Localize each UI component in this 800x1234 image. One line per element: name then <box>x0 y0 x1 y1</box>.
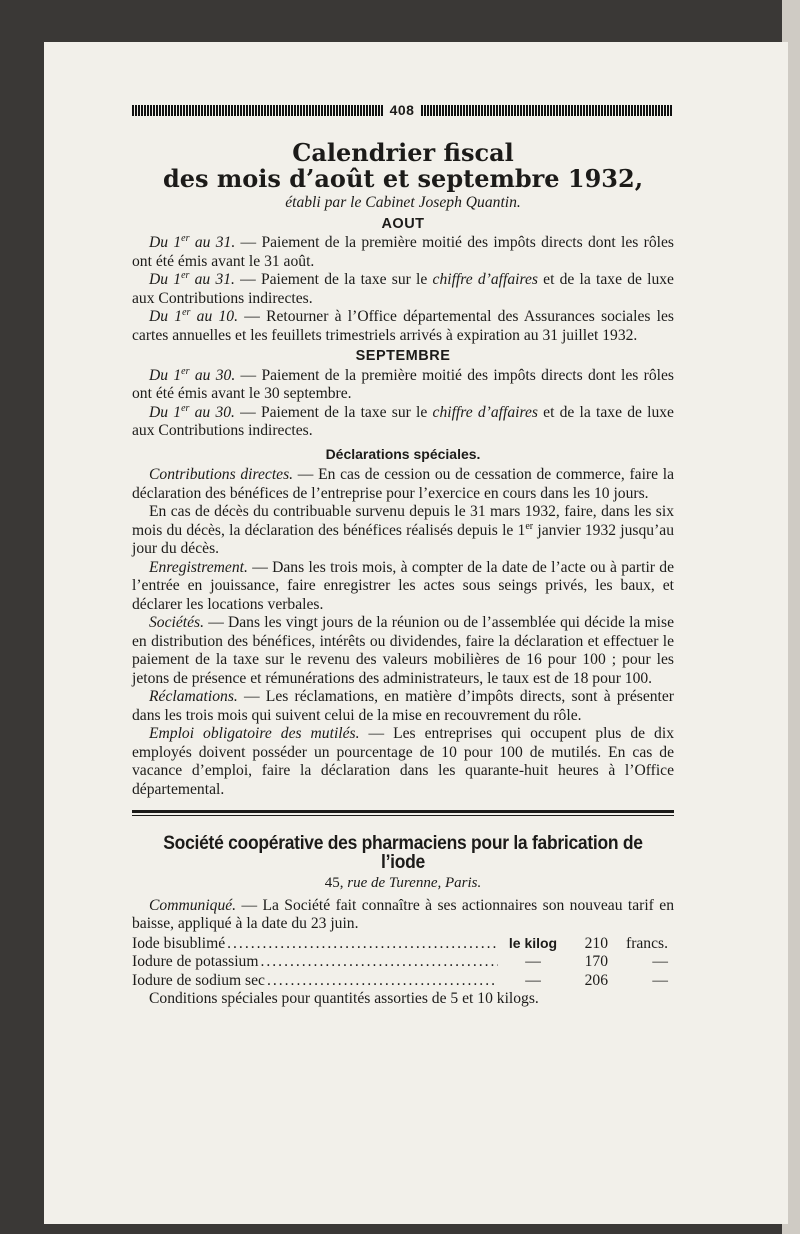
price-row <box>132 953 674 972</box>
product-price: 206 <box>584 971 608 989</box>
product-unit: — <box>525 971 541 989</box>
section-divider-thin <box>132 815 674 816</box>
leader-dots <box>267 972 498 991</box>
sept-item-2: Du 1er au 30. — Paiement de la taxe sur le chiffre d’affaires et de la taxe de luxe aux Contributions indirectes. <box>132 402 674 439</box>
title-line-1: Calendrier fiscal <box>292 138 514 167</box>
decl-deces: En cas de décès du contribuable survenu depuis le 31 mars 1932, faire, dans les six mois du décès, la déclaration des bénéfices réalisés depuis le 1er janvier 1932 jusqu’au jour du décès. <box>132 503 674 557</box>
product-unit: le kilog <box>508 934 558 951</box>
product-currency: — <box>652 971 668 989</box>
decl-reclamations: Réclamations. — Les réclamations, en matière d’impôts directs, sont à présenter dans les trois mois qui suivent celui de la mise en recouvrement du rôle. <box>132 688 674 724</box>
page-content <box>132 140 674 1009</box>
aout-item-3-lead: Du 1er au 10. <box>149 306 238 325</box>
header-rule-left <box>132 105 383 116</box>
byline: établi par le Cabinet Joseph Quantin. <box>285 194 521 211</box>
cooperative-title: Société coopérative des pharmaciens pour la fabrication de l’iode <box>163 833 643 873</box>
product-name: Iodure de potassium <box>132 953 259 970</box>
decl-contributions: Contributions directes. — En cas de cession ou de cessation de commerce, faire la déclaration des bénéfices de l’entreprise pour l’exercice en cours dans les 10 jours. <box>132 466 674 502</box>
product-name: Iodure de sodium sec <box>132 971 265 989</box>
section-divider-thick <box>132 810 674 813</box>
product-unit: — <box>525 953 541 970</box>
leader-dots <box>260 953 498 972</box>
leader-dots <box>227 935 498 954</box>
aout-item-2: Du 1er au 31. — Paiement de la taxe sur le chiffre d’affaires et de la taxe de luxe aux Contributions indirectes. <box>132 269 674 307</box>
sept-item-1-lead: Du 1er au 30. <box>149 365 236 384</box>
heading-declarations: Déclarations spéciales. <box>325 445 481 462</box>
sept-item-2-lead: Du 1er au 30. <box>149 402 235 421</box>
aout-item-2-lead: Du 1er au 31. <box>149 269 235 288</box>
aout-item-1: Du 1er au 31. — Paiement de la première moitié des impôts directs dont les rôles ont été émis avant le 31 août. <box>132 232 674 270</box>
product-name: Iode bisublimé <box>132 934 226 952</box>
page-header <box>132 100 672 120</box>
article-title <box>132 140 674 192</box>
title-line-2: des mois d’août et septembre 1932, <box>162 164 644 193</box>
price-row <box>132 934 674 954</box>
aout-item-1-lead: Du 1er au 31. <box>149 232 236 251</box>
heading-aout: AOUT <box>381 215 425 232</box>
heading-septembre: SEPTEMBRE <box>355 348 451 364</box>
product-currency: francs. <box>626 934 668 952</box>
aout-item-3: Du 1er au 10. — Retourner à l’Office départemental des Assurances sociales les cartes annuelles et les feuillets trimestriels arrivés à expiration au 31 juillet 1932. <box>132 306 674 344</box>
header-rule-right <box>421 105 672 116</box>
conditions-note: Conditions spéciales pour quantités assorties de 5 et 10 kilogs. <box>149 990 539 1007</box>
price-row <box>132 972 674 991</box>
product-price: 170 <box>584 953 608 970</box>
sept-item-1: Du 1er au 30. — Paiement de la première moitié des impôts directs dont les rôles ont été émis avant le 30 septembre. <box>132 365 674 402</box>
communique: Communiqué. — La Société fait connaître à ses actionnaires son nouveau tarif en baisse, appliqué à la date du 23 juin. <box>132 896 674 932</box>
product-price: 210 <box>584 934 608 952</box>
decl-societes: Sociétés. — Dans les vingt jours de la réunion ou de l’assemblée qui décide la mise en distribution des bénéfices, intérêts ou dividendes, faire la déclaration et effectuer le paiement de la taxe sur le revenu des valeurs mobilières de 16 pour 100 ; pour les jetons de présence et rémunérations des administrateurs, le taux est de 18 pour 100. <box>132 614 674 687</box>
page-number: 408 <box>389 102 415 118</box>
decl-emploi: Emploi obligatoire des mutilés. — Les entreprises qui occupent plus de dix employés doivent posséder un pourcentage de 10 pour 100 de mutilés. En cas de vacance d’emploi, faire la déclaration dans les quarante-huit heures à l’Office départemental. <box>132 725 674 798</box>
cooperative-address: 45, rue de Turenne, Paris. <box>324 875 482 891</box>
decl-enregistrement: Enregistrement. — Dans les trois mois, à compter de la date de l’acte ou à partir de l’entrée en jouissance, faire enregistrer les actes sous seings privés, les baux, et déclarer les locations verbales. <box>132 558 674 613</box>
product-currency: — <box>652 953 668 970</box>
